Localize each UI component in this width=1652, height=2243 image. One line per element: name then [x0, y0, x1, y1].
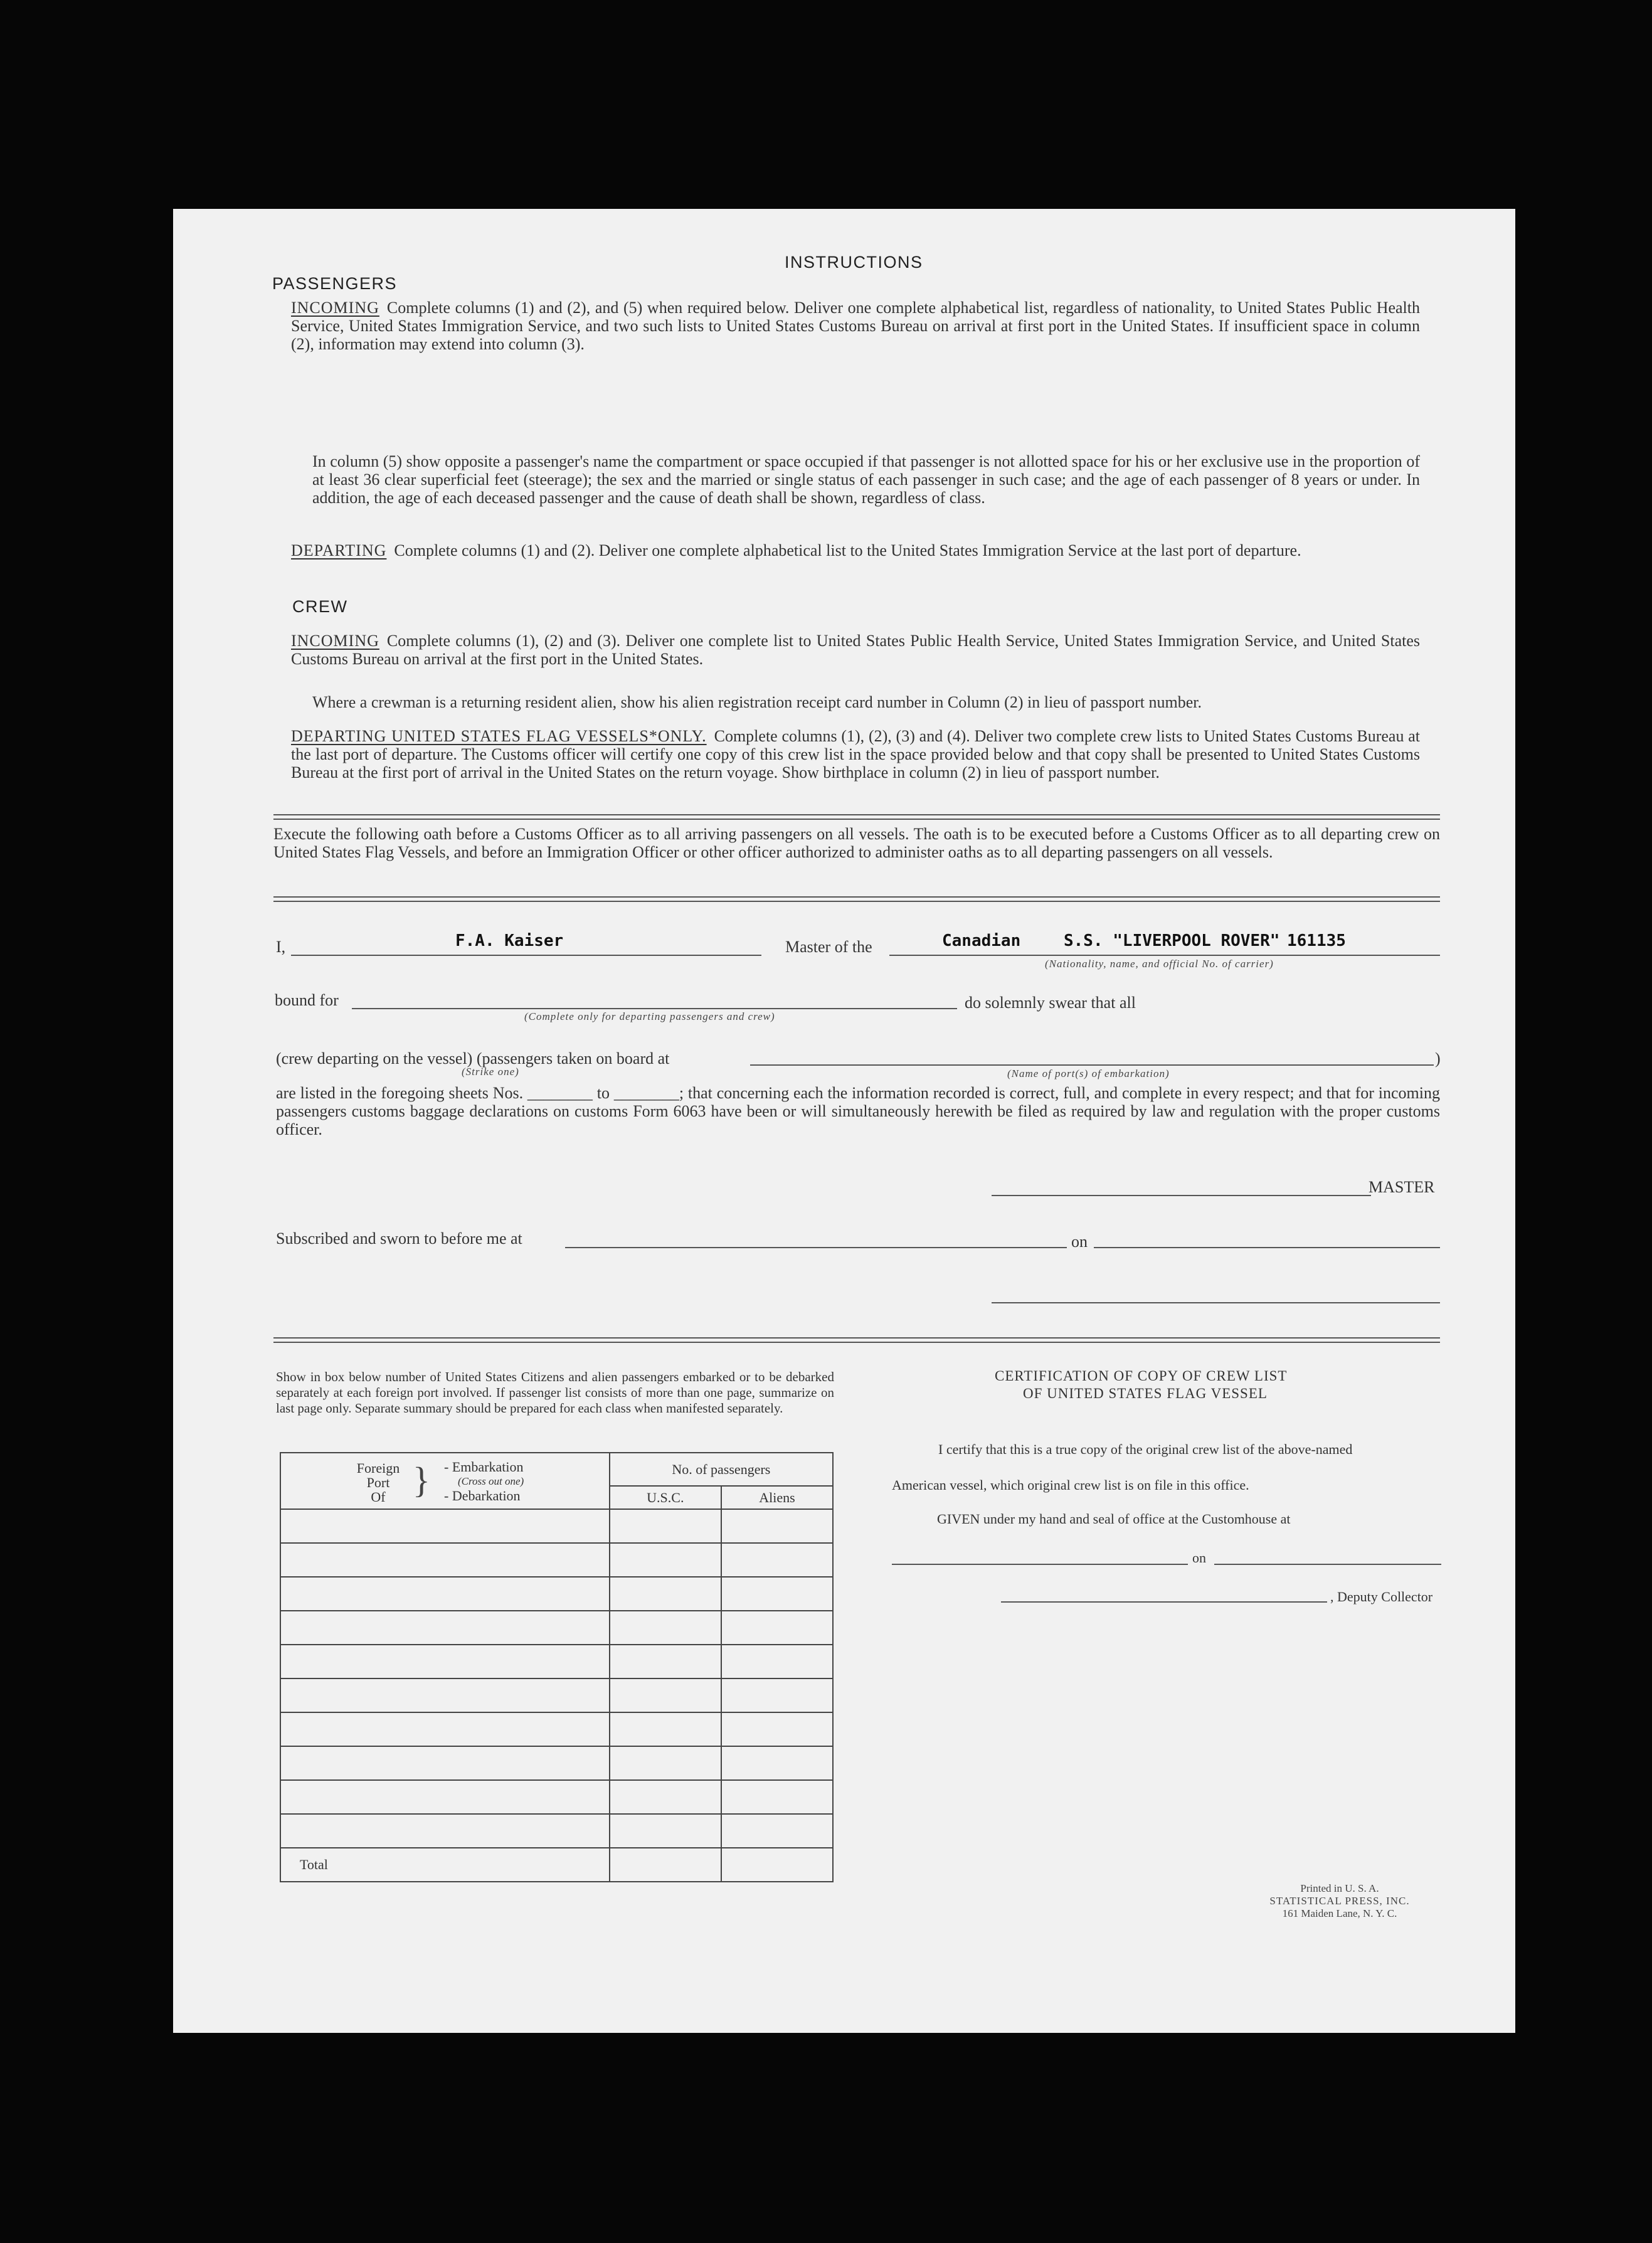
crew-incoming-text: Complete columns (1), (2) and (3). Deliver one complete list to United States Public Health Service, United States Immigration Service, and United States Customs Bureau on arrival at the first port in the United States. [291, 632, 1420, 668]
port-label-port: Port [366, 1475, 390, 1490]
vessel-official-number: 161135 [1287, 931, 1346, 950]
passengers-heading: PASSENGERS [272, 274, 398, 293]
deputy-signature-line [1001, 1601, 1327, 1603]
certification-title-2: OF UNITED STATES FLAG VESSEL [1023, 1386, 1268, 1401]
bound-for-line [352, 1008, 957, 1009]
brace-glyph: } [413, 1460, 430, 1500]
crew-incoming-paragraph [291, 632, 1420, 668]
double-rule-oath [273, 896, 1440, 902]
table-row [280, 1678, 833, 1712]
incoming-text: Complete columns (1) and (2), and (5) when required below. Deliver one complete alphabetical list, regardless of nationality, to United States Public Health Service, United States Immigration Service, and two such lists to United States Customs Bureau on arrival at first port in the United States. If insufficient space in column (2), information may extend into column (3). [291, 299, 1420, 353]
swear-label: do solemnly swear that all [965, 994, 1136, 1012]
summary-instructions: Show in box below number of United States Citizens and alien passengers embarked or to be debarked separately at each foreign port involved. If passenger list consists of more than one page, summarize on last page only. Separate summary should be prepared for each class when manifested separately. [276, 1369, 834, 1416]
column5-paragraph: In column (5) show opposite a passenger's name the compartment or space occupied if that passenger is not allotted space for his or her exclusive use in the proportion of at least 36 clear superficial feet (steerage); the sex and the married or single status of each passenger in such case; and the age of each passenger of 8 years or under. In addition, the age of each deceased passenger and the cause of death shall be shown, regardless of class. [312, 452, 1420, 507]
certification-on-label: on [1192, 1550, 1206, 1566]
carrier-line [889, 955, 1440, 956]
customhouse-line [892, 1564, 1188, 1565]
table-row [280, 1543, 833, 1577]
printer-line-1: Printed in U. S. A. [1300, 1882, 1379, 1894]
port-label-foreign: Foreign [356, 1460, 400, 1476]
carrier-caption: (Nationality, name, and official No. of carrier) [1045, 958, 1274, 970]
port-label-of: Of [371, 1489, 386, 1505]
cross-out-caption: (Cross out one) [458, 1475, 524, 1487]
departing-label: DEPARTING [291, 541, 387, 559]
table-row [280, 1712, 833, 1746]
printer-imprint [1246, 1882, 1434, 1920]
incoming-label: INCOMING [291, 299, 379, 317]
oath-intro: Execute the following oath before a Customs Officer as to all arriving passengers on all vessels. The oath is to be executed before a Customs Officer as to all departing crew on United States Flag Vessels, and before an Immigration Officer or other officer authorized to administer oaths as to all departing passengers on all vessels. [273, 825, 1440, 861]
passenger-summary-table [280, 1452, 834, 1882]
master-name: F.A. Kaiser [455, 931, 564, 950]
certification-text-3: GIVEN under my hand and seal of office at the Customhouse at [937, 1511, 1291, 1527]
i-label: I, [276, 938, 286, 956]
certification-text-2: American vessel, which original crew list is on file in this office. [892, 1477, 1249, 1493]
subscribed-date-line [1094, 1247, 1440, 1248]
total-row [280, 1848, 833, 1882]
printer-line-2: STATISTICAL PRESS, INC. [1269, 1895, 1410, 1907]
bound-for-caption: (Complete only for departing passengers and crew) [524, 1010, 775, 1022]
double-rule-top [273, 814, 1440, 820]
strike-caption: (Strike one) [462, 1066, 519, 1078]
passengers-departing-paragraph [291, 541, 1420, 559]
table-row [280, 1780, 833, 1814]
debarkation-label: - Debarkation [444, 1488, 521, 1503]
certification-date-line [1214, 1564, 1441, 1565]
subscribed-place-line [565, 1247, 1067, 1248]
crew-incoming-label: INCOMING [291, 632, 379, 650]
table-row [280, 1814, 833, 1848]
deputy-collector-label: , Deputy Collector [1330, 1589, 1433, 1604]
subscribed-label: Subscribed and sworn to before me at [276, 1229, 522, 1248]
table-row [280, 1509, 833, 1543]
table-row [280, 1746, 833, 1780]
table-row [280, 1645, 833, 1678]
form-sheet [173, 209, 1515, 2033]
crew-heading: CREW [292, 597, 348, 616]
certification-title-1: CERTIFICATION OF COPY OF CREW LIST [995, 1368, 1288, 1384]
no-passengers-header: No. of passengers [610, 1453, 833, 1486]
flag-vessels-text: Complete columns (1), (2), (3) and (4). Deliver two complete crew lists to United States Customs Bureau at the last port of departure. The Customs officer will certify one copy of this crew list in the space provided below and that copy shall be presented to United States Customs Bureau at the first port of arrival in the United States on the return voyage. Show birthplace in column (2) in lieu of passport number. [291, 727, 1420, 782]
flag-vessels-paragraph [291, 727, 1420, 782]
master-label: MASTER [1369, 1178, 1435, 1196]
ports-caption: (Name of port(s) of embarkation) [1007, 1068, 1170, 1079]
table-row [280, 1611, 833, 1645]
passengers-incoming-paragraph [291, 299, 1420, 353]
table-row [280, 1577, 833, 1611]
officer-signature-line [992, 1302, 1440, 1303]
embarkation-label: - Embarkation [444, 1459, 524, 1475]
master-of-label: Master of the [785, 938, 872, 956]
vessel-name: S.S. "LIVERPOOL ROVER" [1064, 931, 1280, 950]
aliens-header: Aliens [721, 1486, 833, 1509]
usc-header: U.S.C. [610, 1486, 721, 1509]
certification-text-1: I certify that this is a true copy of the original crew list of the above-named [938, 1441, 1353, 1457]
master-signature-line [992, 1195, 1371, 1196]
total-label: Total [280, 1848, 610, 1882]
bound-for-label: bound for [275, 991, 339, 1009]
printer-line-3: 161 Maiden Lane, N. Y. C. [1282, 1907, 1397, 1919]
flag-vessels-label: DEPARTING UNITED STATES FLAG VESSELS*ONLY. [291, 727, 707, 745]
close-paren: ) [1435, 1049, 1441, 1068]
crew-departing-text: (crew departing on the vessel) (passengers taken on board at [276, 1049, 670, 1068]
port-header-cell [280, 1453, 610, 1509]
vessel-nationality: Canadian [942, 931, 1021, 950]
master-name-line [291, 955, 761, 956]
crewman-paragraph: Where a crewman is a returning resident alien, show his alien registration receipt card number in Column (2) in lieu of passport number. [312, 693, 1202, 711]
double-rule-bottom [273, 1337, 1440, 1343]
instructions-title: INSTRUCTIONS [785, 253, 923, 272]
embarkation-port-line [750, 1064, 1434, 1066]
on-label: on [1071, 1233, 1088, 1251]
departing-text: Complete columns (1) and (2). Deliver one complete alphabetical list to the United States Immigration Service at the last port of departure. [394, 541, 1301, 559]
listed-paragraph: are listed in the foregoing sheets Nos. ________ to ________; that concerning each the information recorded is correct, full, and complete in every respect; and that for incoming passengers customs baggage declarations on customs Form 6063 have been or will simultaneously herewith be filed as required by law and regulation with the proper customs officer. [276, 1084, 1440, 1138]
